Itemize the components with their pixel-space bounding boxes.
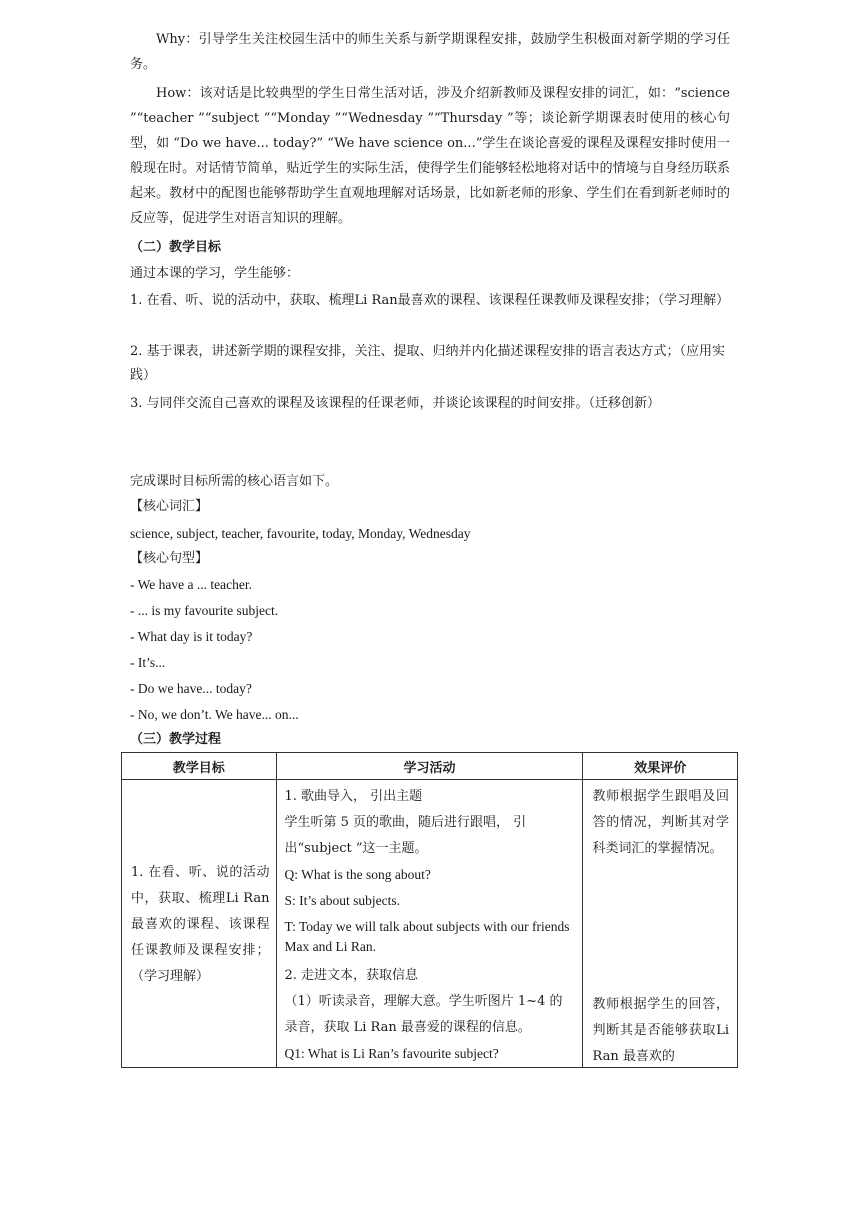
process-heading: （三）教学过程 — [130, 732, 222, 747]
header-evaluation: 效果评价 — [583, 753, 738, 780]
activity-step-2: 2. 走进文本，获取信息 — [284, 968, 419, 983]
activity-question: Q: What is the song about? — [284, 867, 431, 882]
header-objective: 教学目标 — [122, 753, 277, 780]
objective-item-3: 3. 与同伴交流自己喜欢的课程及该课程的任课老师，并谈论该课程的时间安排。（迁移创新） — [130, 396, 661, 411]
evaluation-text-2: 教师根据学生的回答，判断其是否能够获取Li Ran 最喜欢的 — [592, 997, 729, 1064]
pattern-3: - What day is it today? — [130, 629, 253, 644]
activity-text: 学生听第 5 页的歌曲，随后进行跟唱， 引出“subject ”这一主题。 — [284, 815, 527, 856]
objective-text: 1. 在看、听、说的活动中，获取、梳理Li Ran最喜欢的课程、该课程任课教师及课程安排；（学习理解） — [131, 865, 270, 984]
activity-listening: （1）听读录音，理解大意。学生听图片 1~4 的录音，获取 Li Ran 最喜爱的课程的信息。 — [284, 994, 563, 1035]
table-row — [122, 780, 738, 1068]
pattern-2: - ... is my favourite subject. — [130, 603, 279, 618]
pattern-heading: 【核心句型】 — [130, 551, 209, 566]
vocab-heading: 【核心词汇】 — [130, 499, 209, 514]
process-table — [121, 752, 738, 1068]
table-header-row — [122, 753, 738, 780]
activity-cell — [276, 780, 583, 1068]
pattern-6: - No, we don’t. We have... on... — [130, 707, 299, 722]
evaluation-cell — [583, 780, 738, 1068]
why-paragraph: Why：引导学生关注校园生活中的师生关系与新学期课程安排，鼓励学生积极面对新学期的学习任务。 — [130, 32, 730, 72]
objective-item-1: 1. 在看、听、说的活动中，获取、梳理Li Ran最喜欢的课程、该课程任课教师及课程安排；（学习理解） — [130, 293, 730, 308]
activity-step-1: 1. 歌曲导入， 引出主题 — [284, 789, 423, 804]
evaluation-text-1: 教师根据学生跟唱及回答的情况，判断其对学科类词汇的掌握情况。 — [592, 789, 729, 856]
objectives-lead: 通过本课的学习，学生能够： — [130, 266, 300, 281]
language-lead: 完成课时目标所需的核心语言如下。 — [130, 474, 339, 489]
objective-cell — [122, 780, 277, 1068]
pattern-5: - Do we have... today? — [130, 681, 252, 696]
header-activity: 学习活动 — [276, 753, 583, 780]
activity-teacher-line: T: Today we will talk about subjects with our friends Max and Li Ran. — [284, 919, 570, 954]
activity-question-1: Q1: What is Li Ran’s favourite subject? — [284, 1046, 499, 1061]
objectives-heading: （二）教学目标 — [130, 240, 222, 255]
activity-answer: S: It’s about subjects. — [284, 893, 400, 908]
how-paragraph: How：该对话是比较典型的学生日常生活对话，涉及介绍新教师及课程安排的词汇，如：“science ”“teacher ”“subject ”“Monday ”“Wednesday ”“Thursday ”等；谈论新学期课表时使用的核心句型，如 “Do we have... today?” “We have science on...”学生在谈论喜爱的课程及课程安排时使用一般现在时。对话情节简单，贴近学生的实际生活，使得学生们能够轻松地将对话中的情境与自身经历联系起来。教材中的配图也能够帮助学生直观地理解对话场景，比如新老师的形象、学生们在看到新老师时的反应等，促进学生对语言知识的理解。 — [130, 86, 730, 226]
pattern-1: - We have a ... teacher. — [130, 577, 252, 592]
vocab-list: science, subject, teacher, favourite, today, Monday, Wednesday — [130, 526, 471, 541]
objective-item-2: 2. 基于课表，讲述新学期的课程安排，关注、提取、归纳并内化描述课程安排的语言表达方式；（应用实践） — [130, 344, 726, 383]
pattern-4: - It’s... — [130, 655, 166, 670]
